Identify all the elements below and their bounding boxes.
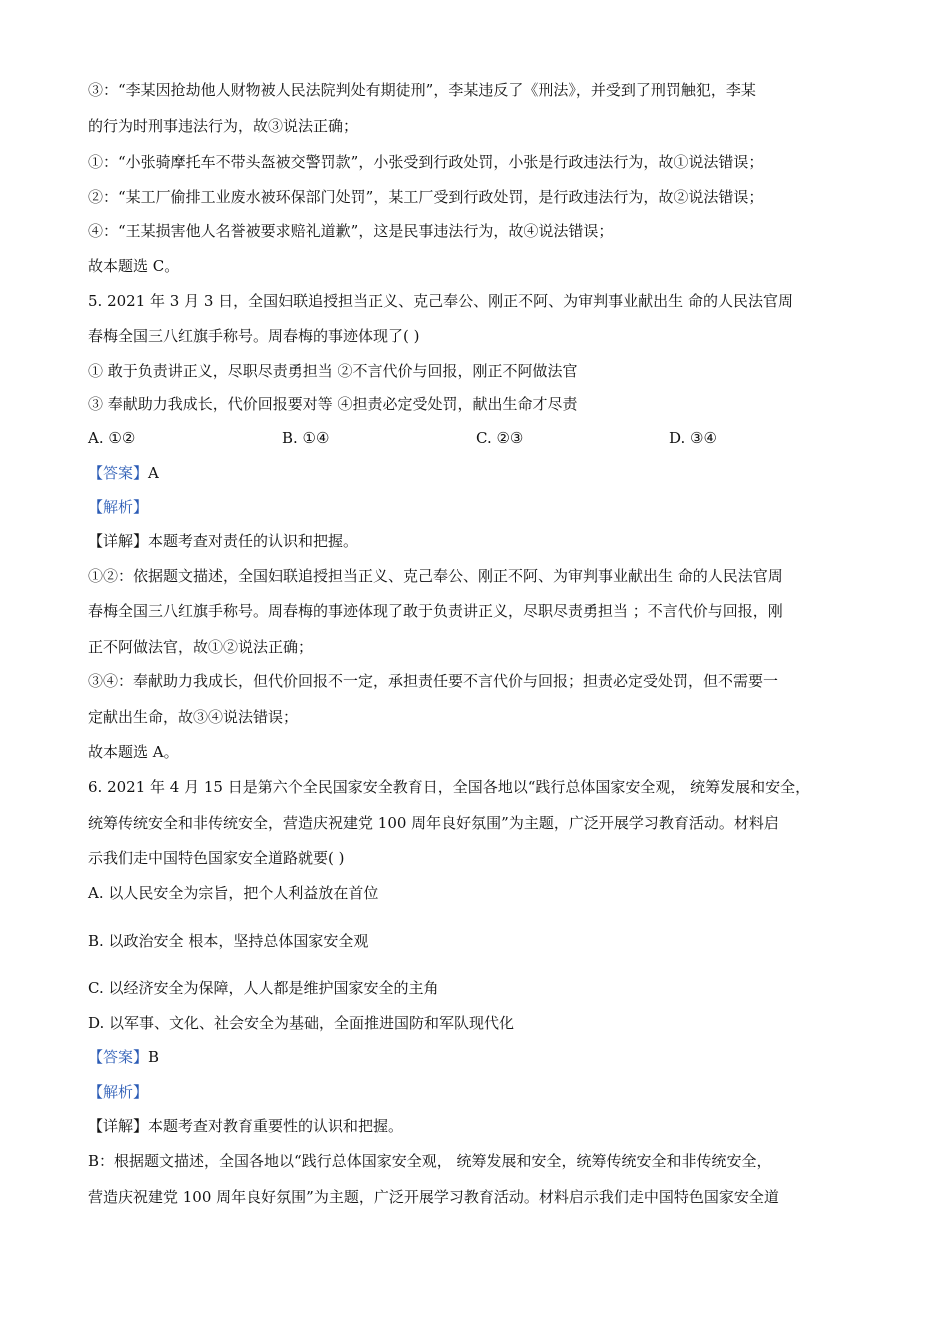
text-line: ④：“王某损害他人名誉被要求赔礼道歉”，这是民事违法行为，故④说法错误； [88,222,614,240]
answer-label: 【答案】 [88,1048,149,1066]
detail-line: 正不阿做法官，故①②说法正确； [88,638,314,656]
text-line: ③：“李某因抢劫他人财物被人民法院判处有期徒刑”，李某违反了《刑法》，并受到了刑罚触犯，李某 [88,81,756,99]
text-line: ②：“某工厂偷排工业废水被环保部门处罚”，某工厂受到行政处罚，是行政违法行为，故②说法错误； [88,188,764,206]
question-6-stem: 6. 2021 年 4 月 15 日是第六个全民国家安全教育日，全国各地以“践行总体国家安全观， 统筹发展和安全， [88,778,811,796]
analysis-label: 【解析】 [88,498,149,516]
detail-line: ③④：奉献助力我成长，但代价回报不一定，承担责任要不言代价与回报；担责必定受处罚，但不需要一 [88,672,779,690]
detail-line: 【详解】本题考查对责任的认识和把握。 [88,532,359,550]
answer-value: B [148,1048,160,1066]
question-5-statement: ① 敢于负责讲正义，尽职尽责勇担当 ②不言代价与回报，刚正不阿做法官 [88,362,578,380]
question-5-stem: 春梅全国三八红旗手称号。周春梅的事迹体现了( ) [88,327,420,345]
detail-line: 【详解】本题考查对教育重要性的认识和把握。 [88,1117,404,1135]
detail-line: ①②：依据题文描述，全国妇联追授担当正义、克己奉公、刚正不阿、为审判事业献出生 命的人民法官周 [88,567,783,585]
question-5-option-b: B. ①④ [282,429,330,447]
text-line: 的行为时刑事违法行为，故③说法正确； [88,117,359,135]
detail-line: 定献出生命，故③④说法错误； [88,708,299,726]
question-6-option-a: A. 以人民安全为宗旨，把个人利益放在首位 [88,884,379,902]
question-6-option-c: C. 以经济安全为保障，人人都是维护国家安全的主角 [88,979,439,997]
question-5-option-d: D. ③④ [669,429,717,447]
answer-label: 【答案】 [88,464,149,482]
text-line: 故本题选 C。 [88,257,180,275]
question-5-option-c: C. ②③ [476,429,524,447]
detail-line: B：根据题文描述，全国各地以“践行总体国家安全观， 统筹发展和安全，统筹传统安全和非传统安全， [88,1152,772,1170]
question-6-stem: 统筹传统安全和非传统安全，营造庆祝建党 100 周年良好氛围”为主题，广泛开展学习教育活动。材料启 [88,814,779,832]
text-line: ①：“小张骑摩托车不带头盔被交警罚款”，小张受到行政处罚，小张是行政违法行为，故①说法错误； [88,153,764,171]
detail-line: 营造庆祝建党 100 周年良好氛围”为主题，广泛开展学习教育活动。材料启示我们走中国特色国家安全道 [88,1188,779,1206]
answer-value: A [148,464,159,482]
question-6-option-d: D. 以军事、文化、社会安全为基础，全面推进国防和军队现代化 [88,1014,515,1032]
question-5-option-a: A. ①② [88,429,136,447]
detail-line: 故本题选 A。 [88,743,179,761]
question-5-statement: ③ 奉献助力我成长，代价回报要对等 ④担责必定受处罚，献出生命才尽责 [88,395,578,413]
question-5-stem: 5. 2021 年 3 月 3 日，全国妇联追授担当正义、克己奉公、刚正不阿、为审判事业献出生 命的人民法官周 [88,292,793,310]
detail-line: 春梅全国三八红旗手称号。周春梅的事迹体现了敢于负责讲正义，尽职尽责勇担当 ；不言代价与回报，刚 [88,602,783,620]
answer-line [88,1047,159,1067]
question-6-stem: 示我们走中国特色国家安全道路就要( ) [88,849,345,867]
analysis-label: 【解析】 [88,1083,149,1101]
question-6-option-b: B. 以政治安全 根本，坚持总体国家安全观 [88,932,369,950]
answer-line [88,463,159,483]
